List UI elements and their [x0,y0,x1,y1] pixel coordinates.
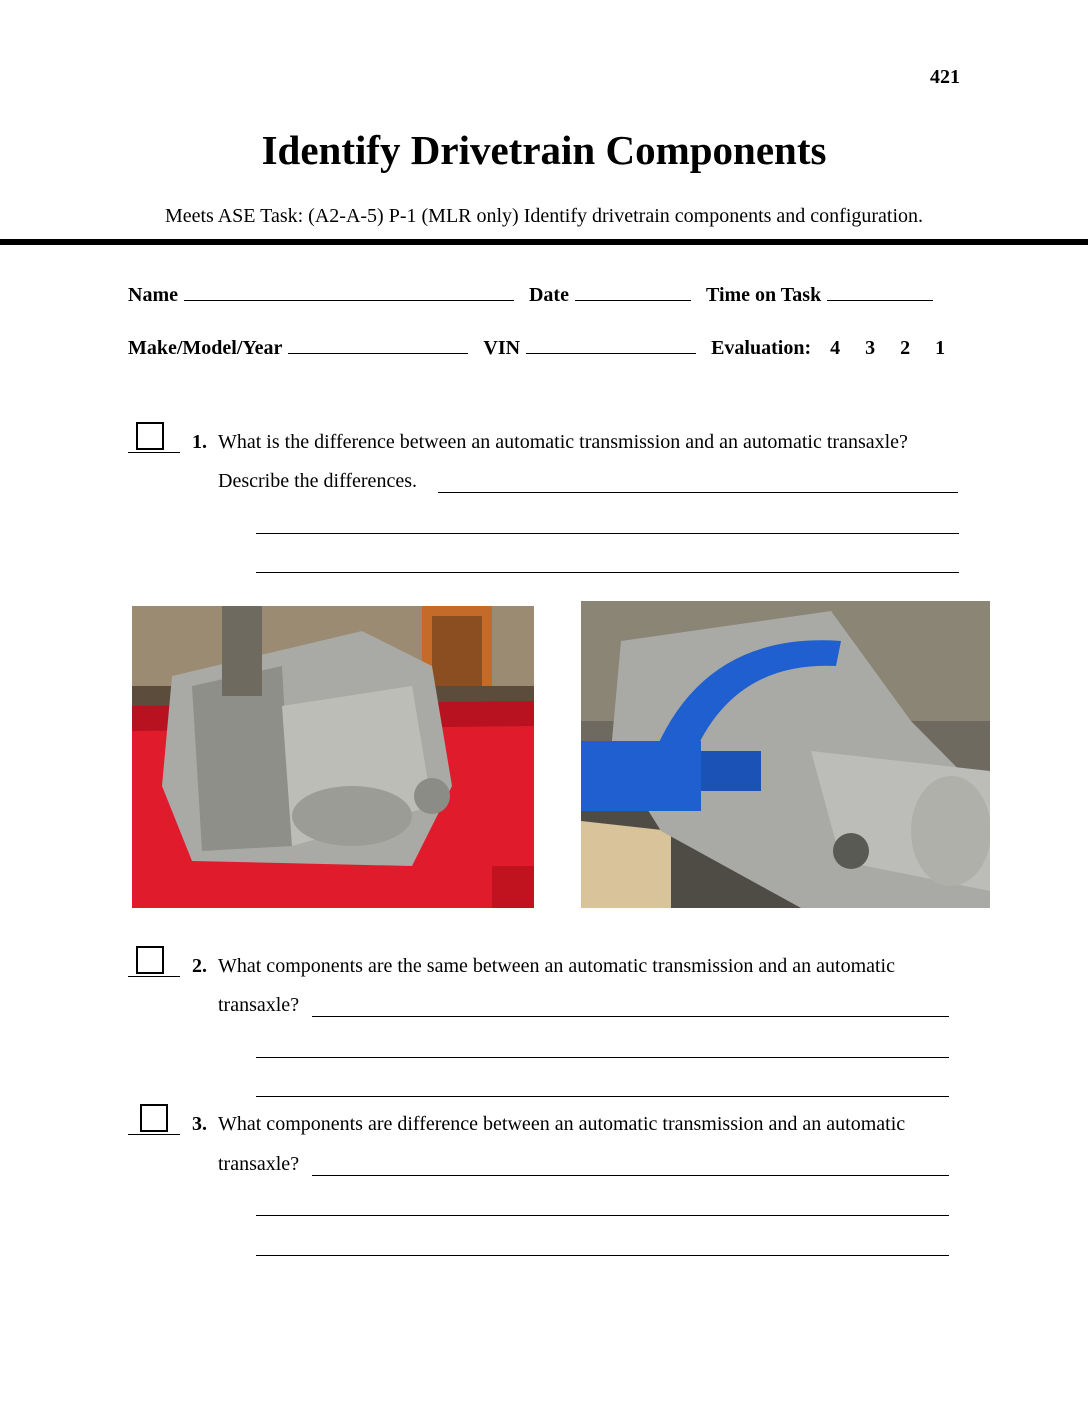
answer-line[interactable] [312,1016,949,1017]
answer-line[interactable] [256,1215,949,1216]
evaluation-label: Evaluation: [711,337,812,359]
evaluation-score-2[interactable]: 2 [900,337,911,359]
name-label: Name [128,284,178,306]
evaluation-score-4[interactable]: 4 [830,337,841,359]
answer-line[interactable] [256,1057,949,1058]
question-3-checkbox-line [128,1104,180,1135]
answer-line[interactable] [256,533,959,534]
answer-line[interactable] [256,572,959,573]
page-title: Identify Drivetrain Components [261,127,827,173]
transmission-photo [581,601,990,908]
answer-line[interactable] [256,1096,949,1097]
time-on-task-label: Time on Task [705,284,822,306]
question-3-number: 3. [192,1113,207,1135]
vehicle-info-row [128,337,945,360]
page-number: 421 [930,66,960,88]
question-2-text: What components are the same between an automatic transmission and an automatic [218,955,895,977]
answer-line[interactable] [312,1175,949,1176]
time-on-task-field[interactable] [827,284,933,301]
student-info-row [128,284,943,307]
question-1-prompt: Describe the differences. [218,470,417,492]
vin-label: VIN [483,337,521,359]
question-2-number: 2. [192,955,207,977]
question-2-checkbox-line [128,946,180,977]
evaluation-score-1[interactable]: 1 [935,337,946,359]
vin-field[interactable] [526,337,696,354]
evaluation-score-3[interactable]: 3 [865,337,876,359]
question-3-prompt: transaxle? [218,1153,300,1175]
ase-task-statement: Meets ASE Task: (A2-A-5) P-1 (MLR only) Identify drivetrain components and configuration. [164,205,924,227]
name-field[interactable] [184,284,514,301]
transaxle-photo [132,606,534,908]
make-model-year-field[interactable] [288,337,468,354]
question-1-checkbox-line [128,422,180,453]
question-3-text: What components are difference between an automatic transmission and an automatic [218,1113,906,1135]
make-model-year-label: Make/Model/Year [128,337,283,359]
header-divider [0,239,1088,245]
question-2-prompt: transaxle? [218,994,300,1016]
answer-line[interactable] [256,1255,949,1256]
square-checkbox-icon[interactable] [140,1104,168,1132]
question-1-number: 1. [192,431,207,453]
date-field[interactable] [575,284,691,301]
square-checkbox-icon[interactable] [136,422,164,450]
date-label: Date [528,284,569,306]
answer-line[interactable] [438,492,958,493]
square-checkbox-icon[interactable] [136,946,164,974]
question-1-text: What is the difference between an automatic transmission and an automatic transaxle? [218,431,908,453]
